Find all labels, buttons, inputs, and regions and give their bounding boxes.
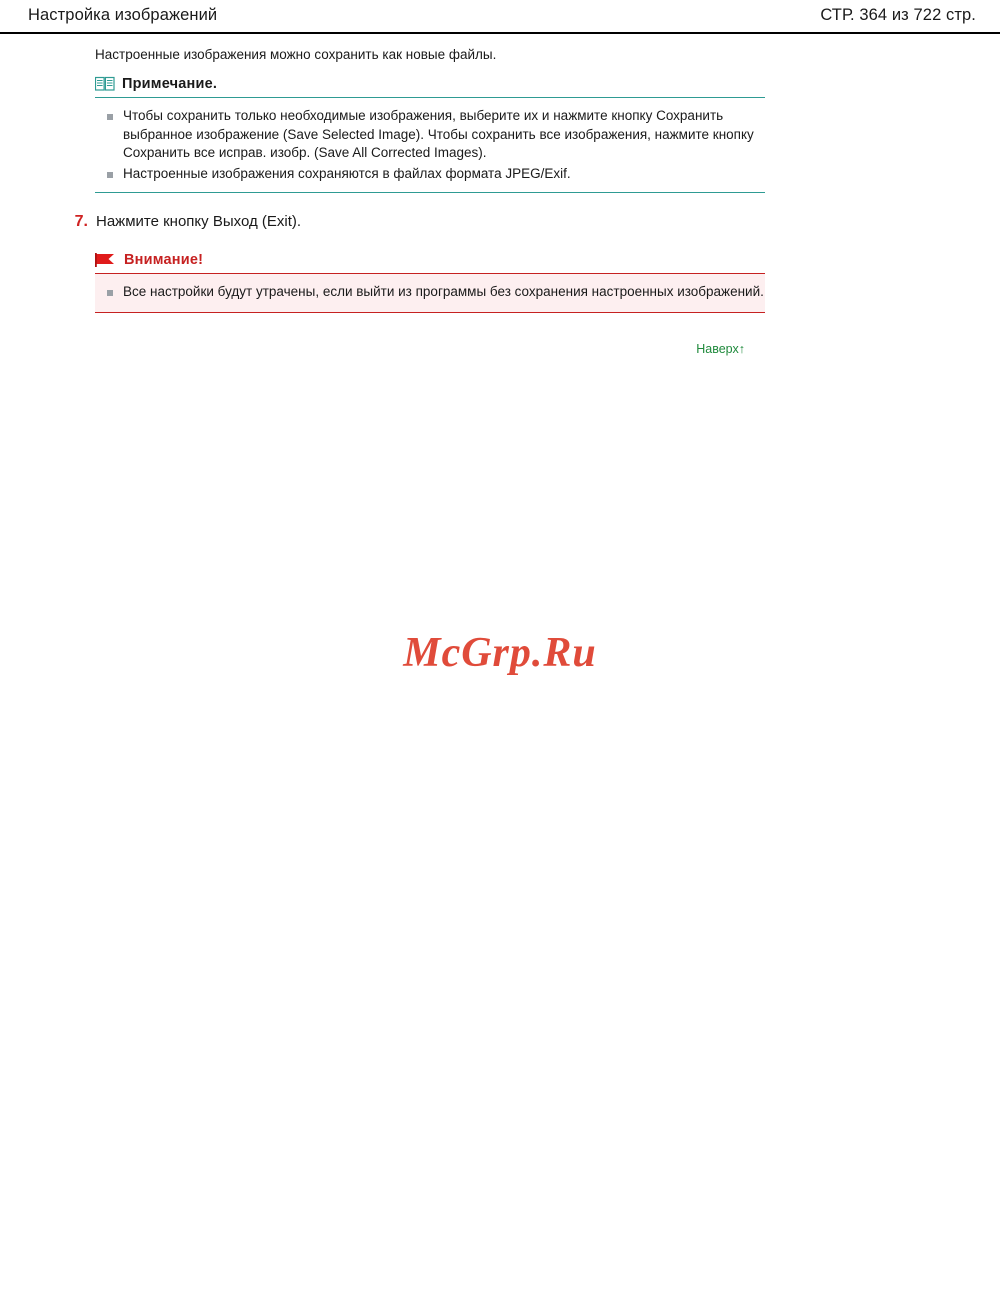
watermark: McGrp.Ru [403,630,597,676]
book-icon [95,76,115,92]
note-header [95,76,765,97]
caution-title: Внимание! [124,252,204,268]
arrow-up-icon: ↑ [738,342,745,356]
list-item-text: Настроенные изображения сохраняются в файлах формата JPEG/Exif. [123,165,571,181]
list-item-text: Чтобы сохранить только необходимые изображения, выберите их и нажмите кнопку Сохранить выбранное изображение (Save Selected Image). Чтобы сохранить все изображения, нажмите кнопку Сохранить все исправ. изобр. (Save All Corrected Images). [123,108,754,160]
step-number: 7. [74,213,88,230]
caution-header [95,252,765,273]
back-to-top-link[interactable] [0,342,745,356]
bullet-square-icon [107,114,113,120]
note-list [95,107,765,183]
caution-block [95,252,765,313]
list-item [95,283,765,302]
page-header [0,0,1000,34]
back-to-top-label: Наверх [696,342,739,356]
page-number-indicator: СТР. 364 из 722 стр. [820,6,976,24]
step-item [70,212,770,232]
red-flag-icon [95,252,117,268]
caution-body [95,273,765,313]
caution-list [95,283,765,302]
page-title: Настройка изображений [28,6,218,24]
list-item [95,107,765,163]
note-title: Примечание. [122,76,218,92]
step-text: Нажмите кнопку Выход (Exit). [96,213,302,230]
bullet-square-icon [107,172,113,178]
bullet-square-icon [107,290,113,296]
list-item [95,165,765,184]
list-item-text: Все настройки будут утрачены, если выйти из программы без сохранения настроенных изображений. [123,284,764,299]
note-body [95,97,765,193]
intro-paragraph: Настроенные изображения можно сохранить как новые файлы. [95,47,497,62]
note-block [95,76,765,193]
